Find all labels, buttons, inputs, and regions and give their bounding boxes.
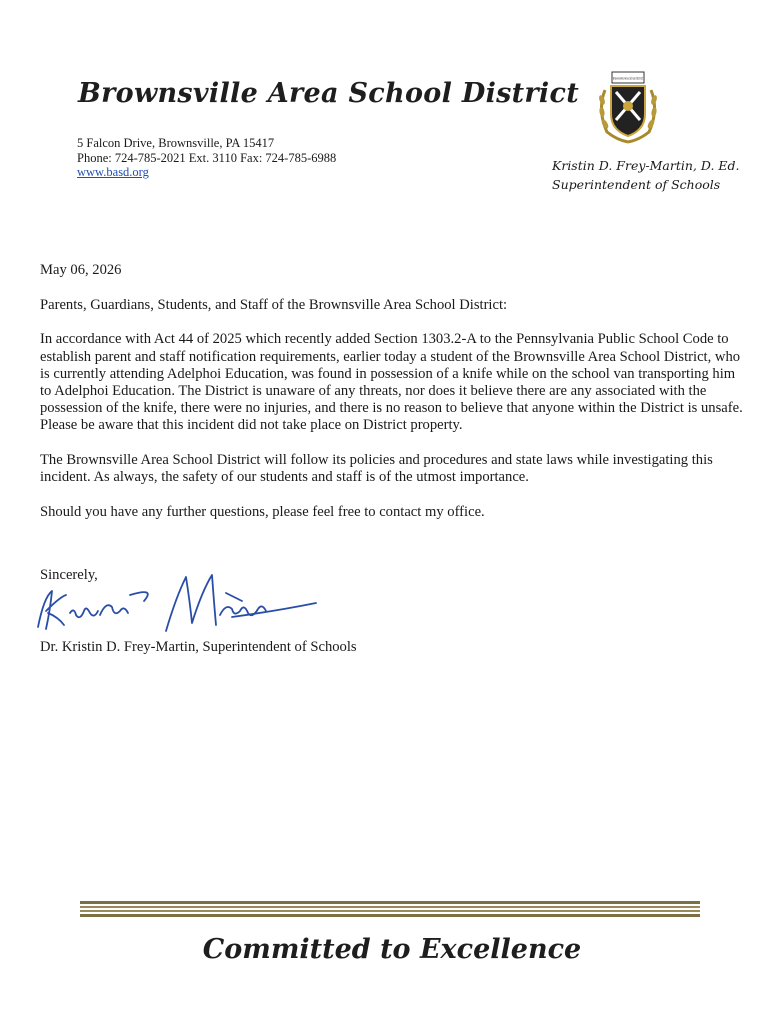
divider-rule (80, 906, 700, 908)
seal-banner-text: Brownsville Area School District (613, 76, 644, 81)
letter-paragraph: Should you have any further questions, please feel free to contact my office. (40, 504, 485, 521)
letter-paragraph: The Brownsville Area School District will follow its policies and procedures and state laws while investigating this incident. As always, the safety of our students and staff is of the utmost importance. (40, 452, 713, 486)
letter-closing: Sincerely, (40, 567, 98, 583)
superintendent-block (552, 156, 740, 194)
website-link[interactable]: www.basd.org (77, 165, 149, 179)
signer-name: Dr. Kristin D. Frey-Martin, Superintendent of Schools (40, 639, 357, 655)
address-line: 5 Falcon Drive, Brownsville, PA 15417 (77, 136, 275, 150)
district-name: Brownsville Area School District (78, 78, 579, 109)
handwritten-signature (26, 567, 326, 637)
footer-divider (80, 901, 700, 919)
superintendent-name: Kristin D. Frey-Martin, D. Ed. (552, 158, 740, 173)
district-seal-icon (595, 70, 661, 144)
signature-block (40, 567, 460, 657)
divider-rule (80, 901, 700, 904)
divider-rule (80, 914, 700, 917)
letter-paragraph: In accordance with Act 44 of 2025 which recently added Section 1303.2-A to the Pennsylvania Public School Code to establish parent and staff notification requirements, earlier today a student of the Brownsville Area School District, who is currently attending Adelphoi Education, was found in possession of a knife while on the school van transporting him to Adelphoi Education. The District is unaware of any threats, nor does it believe there are any associated with the possession of the knife, there were no injuries, and there is no reason to believe that anyone within the District is unsafe. Please be aware that this incident did not take place on District property. (40, 331, 743, 434)
superintendent-title: Superintendent of Schools (552, 177, 721, 192)
divider-rule (80, 910, 700, 912)
letter-body (40, 262, 750, 539)
letter-salutation: Parents, Guardians, Students, and Staff of the Brownsville Area School District: (40, 296, 508, 313)
footer-motto: Committed to Excellence (202, 934, 582, 965)
district-address (77, 136, 336, 180)
phone-fax-line: Phone: 724-785-2021 Ext. 3110 Fax: 724-785-6988 (77, 150, 337, 165)
letter-date: May 06, 2026 (40, 262, 122, 278)
